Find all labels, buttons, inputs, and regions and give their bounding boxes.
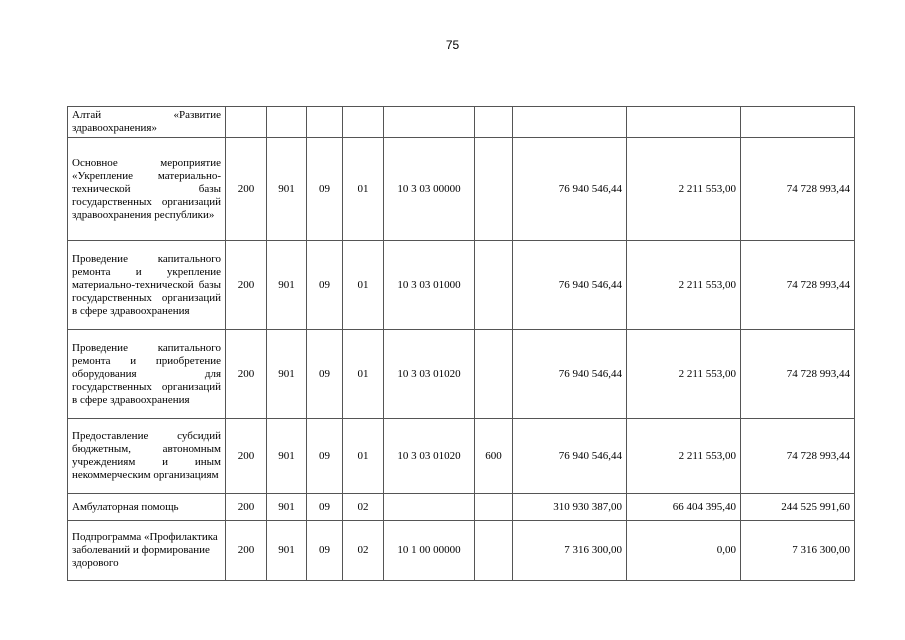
row-name: Предоставление субсидий бюджетным, автономным учреждениям и иным некоммерческим организациям	[68, 419, 226, 494]
code-cell: 09	[307, 494, 343, 521]
amount-cell: 76 940 546,44	[513, 330, 627, 419]
row-name: Амбулаторная помощь	[68, 494, 226, 521]
code-cell: 901	[267, 138, 307, 241]
amount-cell: 2 211 553,00	[627, 241, 741, 330]
table-row	[68, 330, 855, 419]
amount-cell: 244 525 991,60	[741, 494, 855, 521]
code-cell: 901	[267, 241, 307, 330]
code-cell: 200	[226, 330, 267, 419]
code-cell: 01	[343, 419, 384, 494]
amount-cell: 310 930 387,00	[513, 494, 627, 521]
code-cell	[226, 107, 267, 138]
vr-cell	[475, 138, 513, 241]
amount-cell: 2 211 553,00	[627, 419, 741, 494]
budget-table	[67, 106, 855, 581]
csr-cell: 10 3 03 00000	[384, 138, 475, 241]
vr-cell	[475, 241, 513, 330]
page-number: 75	[445, 38, 460, 52]
table-row	[68, 494, 855, 521]
code-cell: 200	[226, 138, 267, 241]
amount-cell: 66 404 395,40	[627, 494, 741, 521]
vr-cell	[475, 494, 513, 521]
code-cell: 01	[343, 241, 384, 330]
code-cell	[267, 107, 307, 138]
code-cell: 200	[226, 419, 267, 494]
csr-cell: 10 3 03 01000	[384, 241, 475, 330]
amount-cell	[741, 107, 855, 138]
amount-cell: 76 940 546,44	[513, 419, 627, 494]
row-name: Основное мероприятие «Укрепление материально-технической базы государственных организаций здравоохранения республики»	[68, 138, 226, 241]
amount-cell: 74 728 993,44	[741, 330, 855, 419]
code-cell: 901	[267, 330, 307, 419]
code-cell: 09	[307, 419, 343, 494]
vr-cell	[475, 330, 513, 419]
amount-cell: 76 940 546,44	[513, 241, 627, 330]
code-cell: 901	[267, 521, 307, 581]
table-row	[68, 107, 855, 138]
amount-cell: 76 940 546,44	[513, 138, 627, 241]
row-name: Подпрограмма «Профилактика заболеваний и формирование здорового	[68, 521, 226, 581]
amount-cell: 2 211 553,00	[627, 138, 741, 241]
csr-cell: 10 3 03 01020	[384, 330, 475, 419]
amount-cell	[627, 107, 741, 138]
code-cell: 200	[226, 241, 267, 330]
vr-cell	[475, 521, 513, 581]
code-cell: 09	[307, 138, 343, 241]
code-cell: 901	[267, 419, 307, 494]
amount-cell: 74 728 993,44	[741, 241, 855, 330]
code-cell: 02	[343, 521, 384, 581]
amount-cell: 2 211 553,00	[627, 330, 741, 419]
amount-cell: 74 728 993,44	[741, 419, 855, 494]
code-cell: 901	[267, 494, 307, 521]
csr-cell: 10 1 00 00000	[384, 521, 475, 581]
code-cell: 01	[343, 330, 384, 419]
row-name: Проведение капитального ремонта и приобретение оборудования для государственных организаций в сфере здравоохранения	[68, 330, 226, 419]
amount-cell: 7 316 300,00	[513, 521, 627, 581]
code-cell: 09	[307, 521, 343, 581]
csr-cell	[384, 494, 475, 521]
code-cell: 200	[226, 494, 267, 521]
amount-cell: 0,00	[627, 521, 741, 581]
table-row	[68, 521, 855, 581]
amount-cell	[513, 107, 627, 138]
row-name: Проведение капитального ремонта и укрепление материально-технической базы государственных организаций в сфере здравоохранения	[68, 241, 226, 330]
code-cell: 200	[226, 521, 267, 581]
code-cell	[307, 107, 343, 138]
code-cell: 01	[343, 138, 384, 241]
vr-cell: 600	[475, 419, 513, 494]
table-row	[68, 241, 855, 330]
amount-cell: 7 316 300,00	[741, 521, 855, 581]
table-row	[68, 138, 855, 241]
code-cell: 09	[307, 330, 343, 419]
csr-cell: 10 3 03 01020	[384, 419, 475, 494]
row-name: Алтай «Развитие здравоохранения»	[68, 107, 226, 138]
code-cell: 09	[307, 241, 343, 330]
vr-cell	[475, 107, 513, 138]
amount-cell: 74 728 993,44	[741, 138, 855, 241]
table-row	[68, 419, 855, 494]
code-cell: 02	[343, 494, 384, 521]
code-cell	[343, 107, 384, 138]
csr-cell	[384, 107, 475, 138]
